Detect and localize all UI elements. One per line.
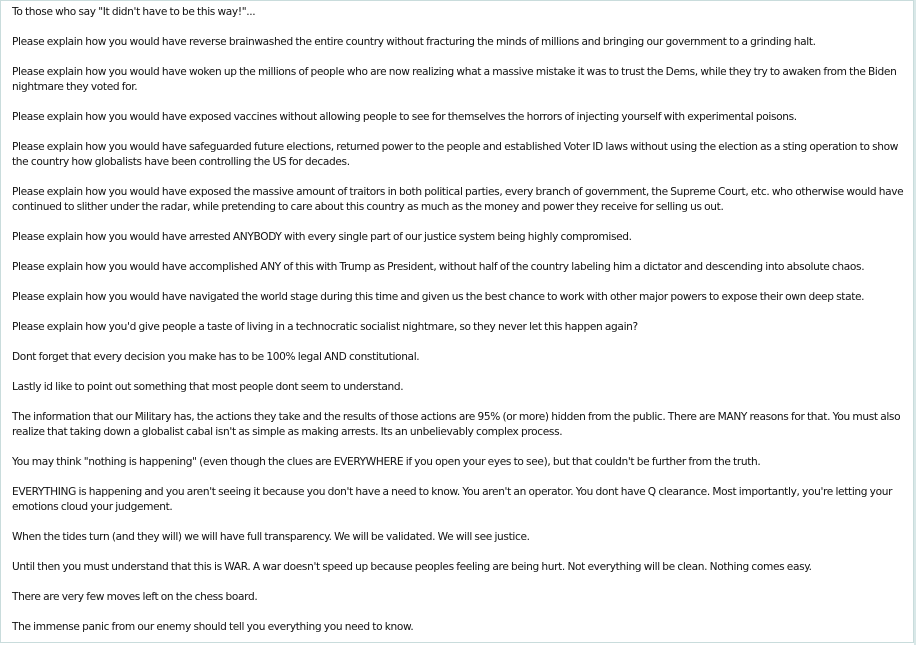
post-paragraph: Please explain how you would have exposed vaccines without allowing people to see for themselves the horrors of injecting yourself with experimental poisons.: [12, 111, 797, 123]
post-paragraph-closing: The immense panic from our enemy should tell you everything you need to know.: [12, 621, 414, 633]
post-paragraph: Please explain how you would have navigated the world stage during this time and given us the best chance to work with other major powers to expose their own deep state.: [12, 291, 865, 303]
post-paragraph: Please explain how you would have reverse brainwashed the entire country without fracturing the minds of millions and bringing our government to a grinding halt.: [12, 36, 816, 48]
post-paragraph-intro: To those who say "It didn't have to be this way!"...: [12, 6, 256, 18]
post-paragraph: Please explain how you would have accomplished ANY of this with Trump as President, without half of the country labeling him a dictator and descending into absolute chaos.: [12, 261, 865, 273]
post-paragraph: When the tides turn (and they will) we will have full transparency. We will be validated. We will see justice.: [12, 531, 530, 543]
post-paragraph: Please explain how you'd give people a taste of living in a technocratic socialist nightmare, so they never let this happen again?: [12, 321, 638, 333]
post-paragraph: You may think "nothing is happening" (even though the clues are EVERYWHERE if you open your eyes to see), but that couldn't be further from the truth.: [12, 456, 761, 468]
post-paragraph: EVERYTHING is happening and you aren't seeing it because you don't have a need to know. You aren't an operator. You dont have Q clearance. Most importantly, you're letting your emotions cloud your judgement.: [12, 486, 893, 513]
post-paragraph: Dont forget that every decision you make has to be 100% legal AND constitutional.: [12, 351, 420, 363]
post-paragraph: Please explain how you would have arrested ANYBODY with every single part of our justice system being highly compromised.: [12, 231, 632, 243]
post-paragraph: The information that our Military has, the actions they take and the results of those actions are 95% (or more) hidden from the public. There are MANY reasons for that. You must also realize that taking down a globalist cabal isn't as simple as making arrests. Its an unbelievably complex process.: [12, 411, 901, 438]
post-body: [12, 5, 909, 643]
post-paragraph: Until then you must understand that this is WAR. A war doesn't speed up because peoples feeling are being hurt. Not everything will be clean. Nothing comes easy.: [12, 561, 812, 573]
post-paragraph: Lastly id like to point out something that most people dont seem to understand.: [12, 381, 404, 393]
post-paragraph: Please explain how you would have exposed the massive amount of traitors in both political parties, every branch of government, the Supreme Court, etc. who otherwise would have continued to slither under the radar, while pretending to care about this country as much as the money and power they receive for selling us out.: [12, 186, 904, 213]
post-paragraph: Please explain how you would have woken up the millions of people who are now realizing what a massive mistake it was to trust the Dems, while they try to awaken from the Biden nightmare they voted for.: [12, 66, 897, 93]
post-paragraph: There are very few moves left on the chess board.: [12, 591, 258, 603]
post-paragraph: Please explain how you would have safeguarded future elections, returned power to the people and established Voter ID laws without using the election as a sting operation to show the country how globalists have been controlling the US for decades.: [12, 141, 899, 168]
